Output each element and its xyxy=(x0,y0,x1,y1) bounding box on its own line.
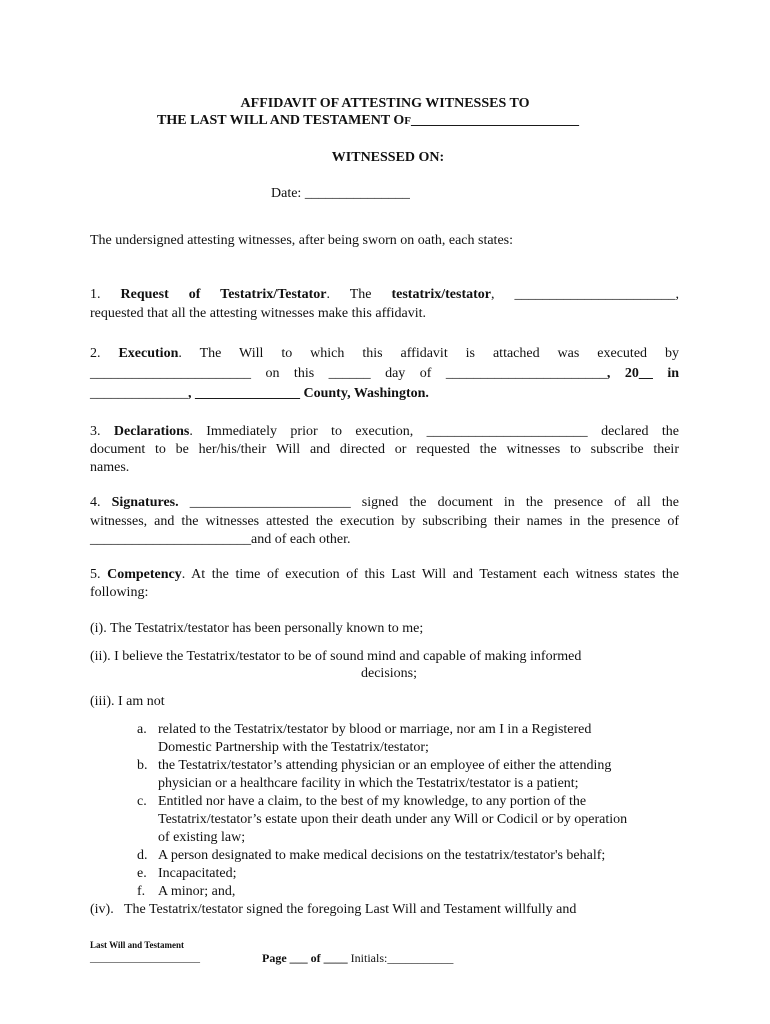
paragraph-2-year: , 20__ in xyxy=(606,366,679,381)
paragraph-1-heading: Request of Testatrix/Testator xyxy=(120,287,327,302)
paragraph-4-heading: Signatures. xyxy=(111,495,179,510)
sublist-item-text: Entitled nor have a claim, to the best of my knowledge, to any portion of the xyxy=(158,794,587,809)
sublist-item-text: Testatrix/testator’s estate upon their death under any Will or Codicil or by operation xyxy=(158,812,628,827)
paragraph-2-text: . The Will to which this affidavit is attached was executed by xyxy=(178,346,680,361)
footer-initials: Initials:___________ xyxy=(347,951,454,965)
paragraph-1-line-1 xyxy=(90,286,679,303)
sublist-letter: b. xyxy=(137,758,148,773)
paragraph-5-text: . At the time of execution of this Last Will and Testament each witness states the xyxy=(181,567,679,582)
paragraph-5-number: 5. xyxy=(90,567,108,582)
paragraph-2-line-3 xyxy=(90,385,429,402)
item-iv: (iv). The Testatrix/testator signed the foregoing Last Will and Testament willfully and xyxy=(90,902,577,917)
paragraph-1-bold-term: testatrix/testator xyxy=(391,287,491,302)
paragraph-2-line-1 xyxy=(90,345,679,362)
paragraph-3-line-3: names. xyxy=(90,460,130,475)
sublist-item-text: related to the Testatrix/testator by blood or marriage, nor am I in a Registered xyxy=(158,722,592,737)
paragraph-4-line-3: _______________________and of each other. xyxy=(90,532,351,547)
paragraph-1-text: . The xyxy=(326,287,392,302)
footer-page-info xyxy=(262,951,453,965)
testator-name-blank: ________________________ xyxy=(411,113,580,128)
paragraph-2-line-2 xyxy=(90,365,679,382)
date-line: Date: _______________ xyxy=(271,186,410,201)
paragraph-2-number: 2. xyxy=(90,346,119,361)
title-line-2 xyxy=(157,112,579,130)
paragraph-1-blank: , _______________________, xyxy=(491,287,680,302)
sublist-item-text: Domestic Partnership with the Testatrix/testator; xyxy=(158,740,429,755)
paragraph-5-line-2: following: xyxy=(90,585,149,600)
sublist-letter: f. xyxy=(137,884,146,899)
footer-doc-line: ____________________ xyxy=(90,952,200,964)
sublist-item-text: Incapacitated; xyxy=(158,866,237,881)
item-ii-line-2: decisions; xyxy=(361,666,417,681)
witnessed-on-heading: WITNESSED ON: xyxy=(331,150,445,165)
sublist-item-text: the Testatrix/testator’s attending physician or an employee of either the attending xyxy=(158,758,612,773)
sublist-item-text: of existing law; xyxy=(158,830,246,845)
footer-page-label: Page ___ of ____ xyxy=(262,951,348,965)
sublist-letter: c. xyxy=(137,794,147,809)
sublist-item-text: physician or a healthcare facility in which the Testatrix/testator is a patient; xyxy=(158,776,579,791)
sublist-letter: a. xyxy=(137,722,147,737)
paragraph-2-county: , _______________ County, Washington. xyxy=(188,386,429,401)
sublist-item-text: A person designated to make medical decisions on the testatrix/testator's behalf; xyxy=(158,848,606,863)
paragraph-2-city-blank: ______________ xyxy=(90,386,188,401)
paragraph-2-heading: Execution xyxy=(118,346,179,361)
sublist-letter: d. xyxy=(137,848,148,863)
item-ii-line-1: (ii). I believe the Testatrix/testator to be of sound mind and capable of making informed xyxy=(90,649,582,664)
item-iii: (iii). I am not xyxy=(90,694,165,709)
sublist-letter: e. xyxy=(137,866,147,881)
title-line-1: AFFIDAVIT OF ATTESTING WITNESSES TO xyxy=(240,96,530,111)
item-i: (i). The Testatrix/testator has been personally known to me; xyxy=(90,621,424,636)
intro-text: The undersigned attesting witnesses, after being sworn on oath, each states: xyxy=(90,233,513,248)
paragraph-2-date-blanks: _______________________ on this ______ day of _______________________ xyxy=(90,366,607,381)
paragraph-4-line-2: witnesses, and the witnesses attested the execution by subscribing their names in the presence of xyxy=(90,514,679,529)
sublist-item-text: A minor; and, xyxy=(158,884,236,899)
paragraph-1-line-2: requested that all the attesting witnesses make this affidavit. xyxy=(90,306,427,321)
paragraph-3-number: 3. xyxy=(90,424,114,439)
title-line-2-text: THE LAST WILL AND TESTAMENT O xyxy=(157,113,405,128)
paragraph-5-line-1 xyxy=(90,566,679,583)
paragraph-3-heading: Declarations xyxy=(113,424,190,439)
paragraph-4-line-1 xyxy=(90,494,679,511)
paragraph-3-text: . Immediately prior to execution, _______________________ declared the xyxy=(189,424,680,439)
paragraph-4-text: _______________________ signed the document in the presence of all the xyxy=(178,495,679,510)
paragraph-3-line-1 xyxy=(90,423,679,440)
title-line-2-smallcap: F xyxy=(404,115,412,127)
paragraph-5-heading: Competency xyxy=(107,567,182,582)
footer-doc-name: Last Will and Testament xyxy=(90,940,184,950)
paragraph-1-number: 1. xyxy=(90,287,121,302)
paragraph-4-number: 4. xyxy=(90,495,112,510)
paragraph-3-line-2: document to be her/his/their Will and directed or requested the witnesses to subscribe their xyxy=(90,442,679,457)
